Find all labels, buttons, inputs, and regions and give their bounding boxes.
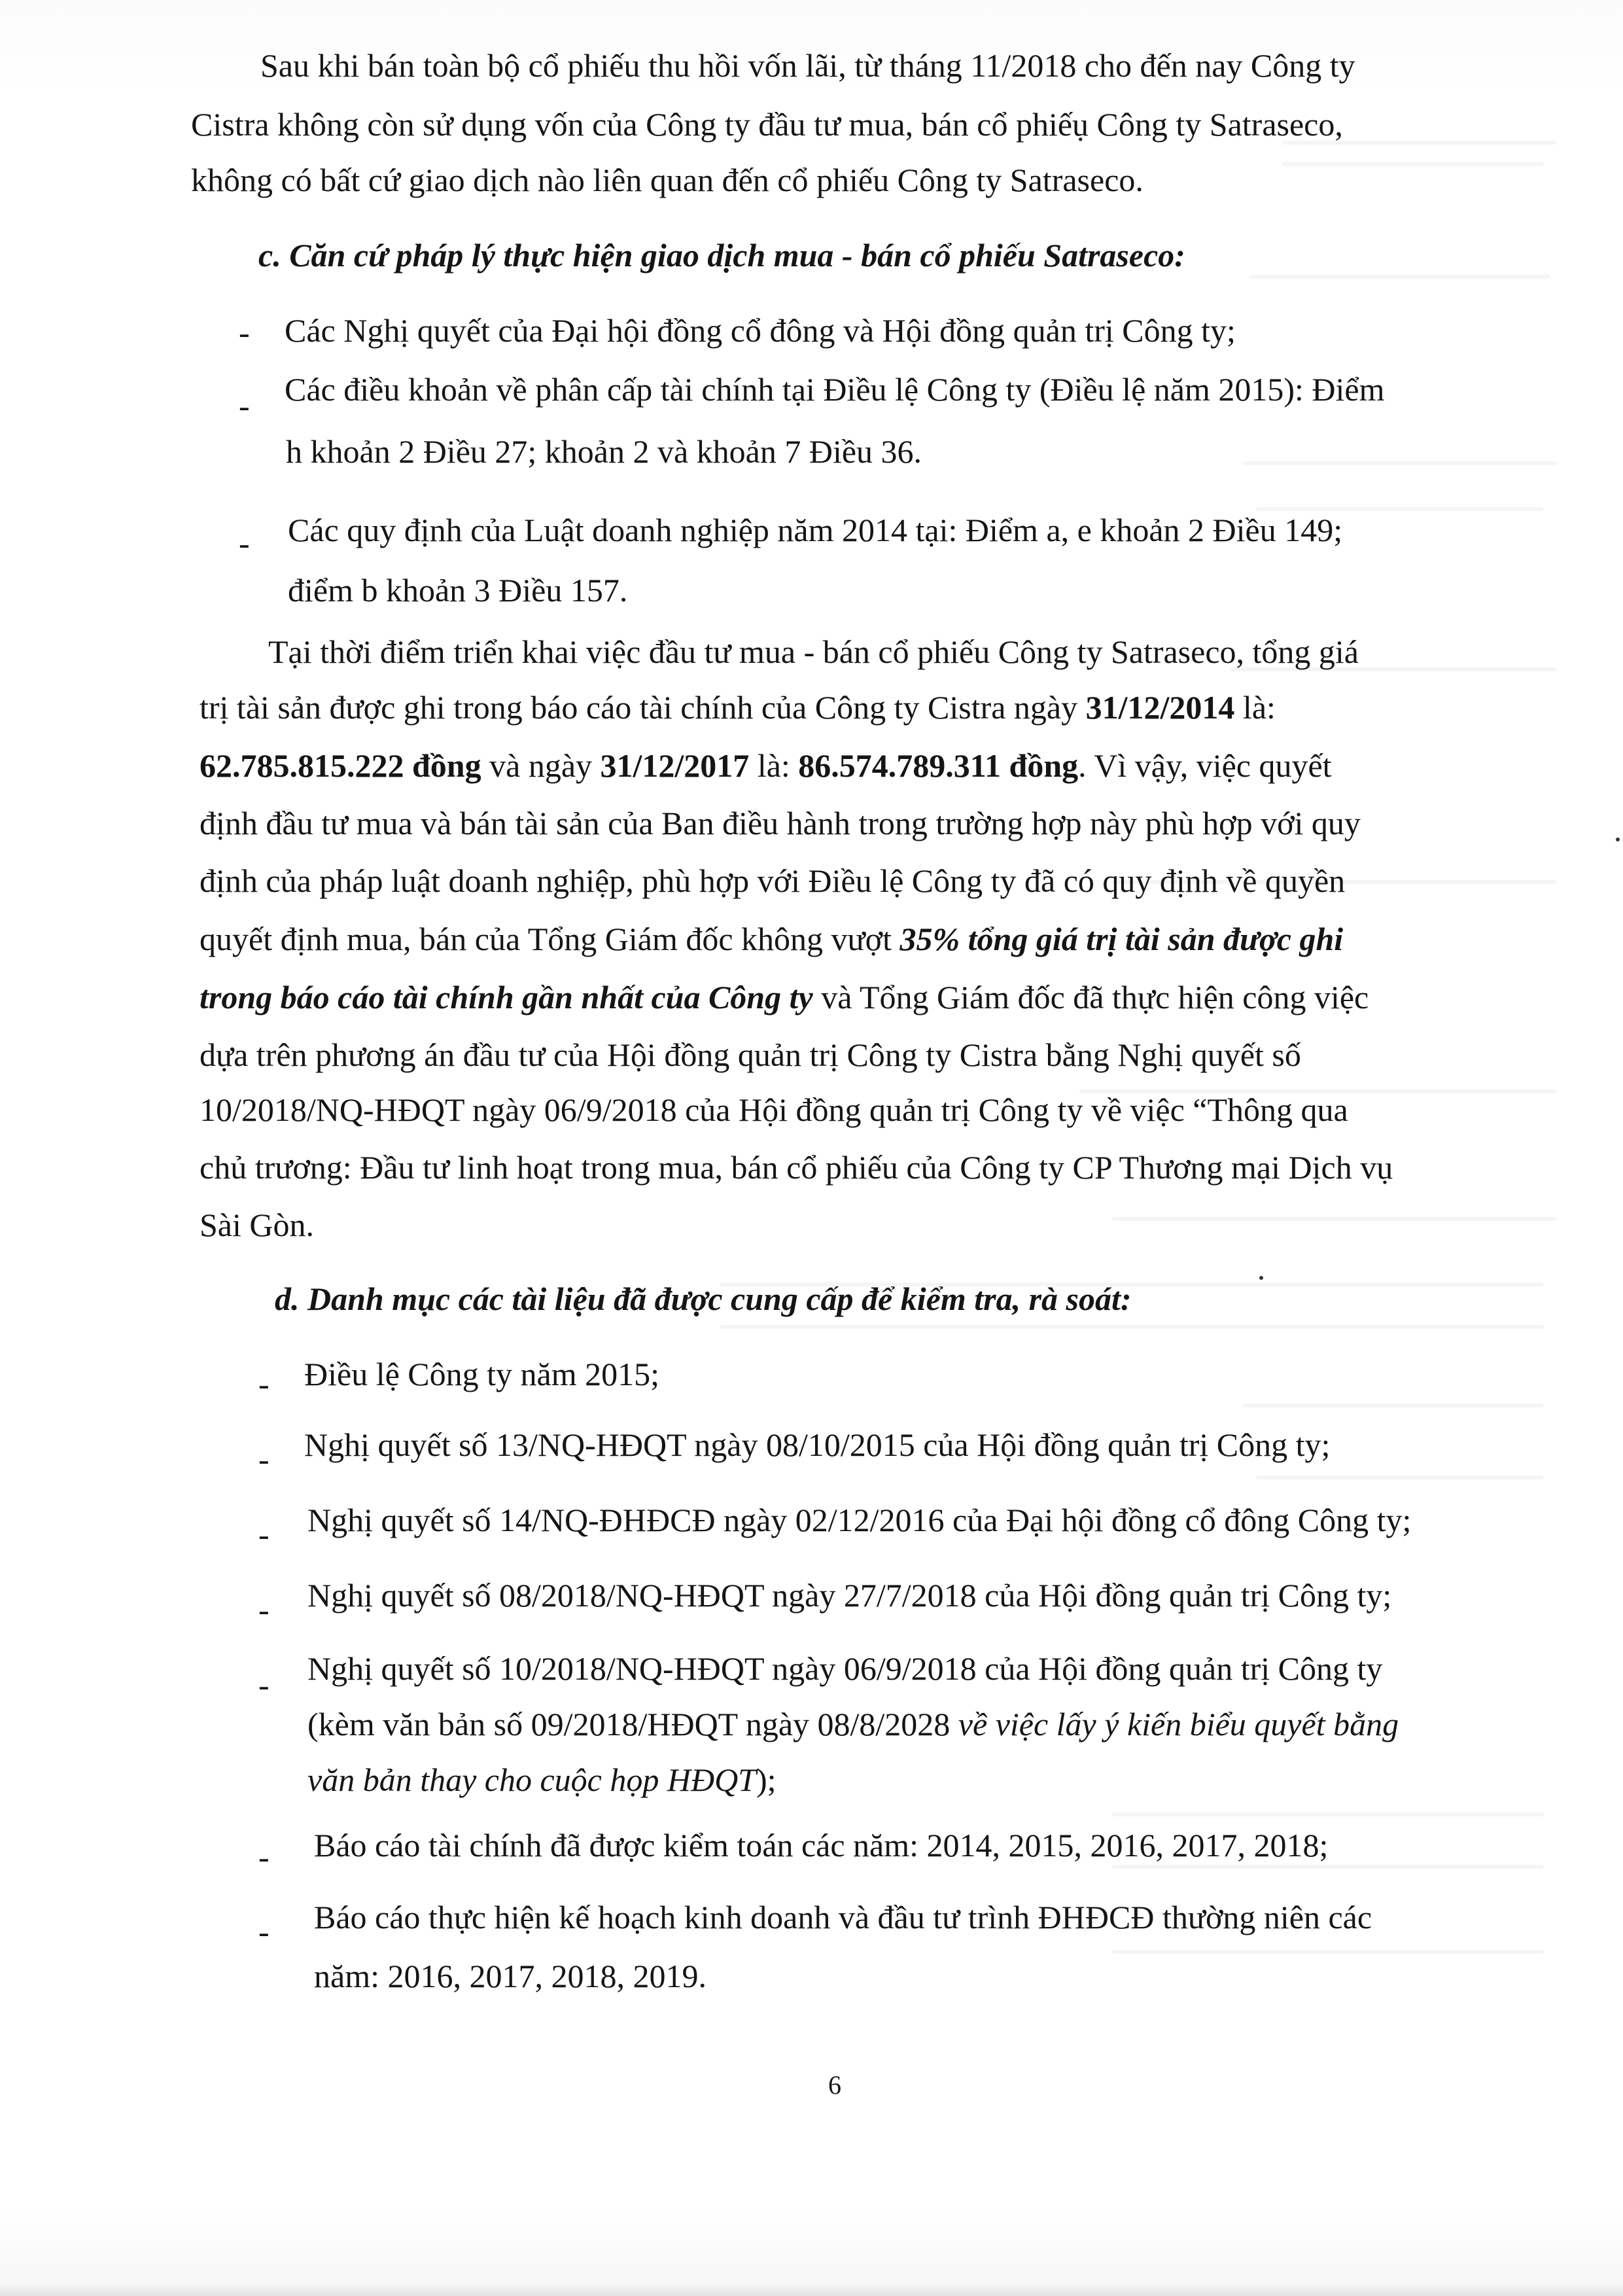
bleed-through-line bbox=[1112, 1865, 1544, 1869]
assets-line-4: định đầu tư mua và bán tài sản của Ban điều hành trong trường hợp này phù hợp với quy bbox=[200, 805, 1361, 841]
section-d-item-2: Nghị quyết số 13/NQ-HĐQT ngày 08/10/2015 của Hội đồng quản trị Công ty; bbox=[304, 1426, 1331, 1463]
assets-line-3 bbox=[200, 746, 1332, 785]
scan-speck bbox=[1259, 1276, 1263, 1280]
bleed-through-line bbox=[1112, 1812, 1544, 1816]
bullet-dash: - bbox=[258, 1839, 270, 1875]
bleed-through-line bbox=[1243, 461, 1557, 465]
scan-speck bbox=[1616, 838, 1620, 841]
section-d-item-5-italic: về việc lấy ý kiến biểu quyết bằng bbox=[958, 1706, 1399, 1742]
bullet-dash: - bbox=[258, 1591, 270, 1628]
section-d-item-4: Nghị quyết số 08/2018/NQ-HĐQT ngày 27/7/2018 của Hội đồng quản trị Công ty; bbox=[307, 1577, 1392, 1614]
assets-amount-2017: 86.574.789.311 đồng bbox=[798, 747, 1079, 784]
assets-line-9: 10/2018/NQ-HĐQT ngày 06/9/2018 của Hội đồng quản trị Công ty về việc “Thông qua bbox=[200, 1091, 1348, 1128]
assets-line-2 bbox=[200, 688, 1276, 727]
section-d-item-1: Điều lệ Công ty năm 2015; bbox=[304, 1356, 659, 1392]
section-d-item-5-line-3 bbox=[307, 1760, 777, 1799]
assets-line-2-text: trị tài sản được ghi trong báo cáo tài chính của Công ty Cistra ngày bbox=[200, 689, 1086, 726]
assets-line-6-text: quyết định mua, bán của Tổng Giám đốc không vượt bbox=[200, 921, 900, 957]
bullet-dash: - bbox=[258, 1667, 270, 1703]
section-d-heading: d. Danh mục các tài liệu đã được cung cấp để kiểm tra, rà soát: bbox=[275, 1280, 1132, 1317]
assets-amount-2014: 62.785.815.222 đồng bbox=[200, 747, 481, 784]
bullet-dash: - bbox=[239, 387, 250, 424]
assets-threshold-emphasis-cont: trong báo cáo tài chính gần nhất của Công ty bbox=[200, 979, 813, 1016]
assets-line-6 bbox=[200, 919, 1343, 959]
assets-line-3-mid: và ngày bbox=[481, 747, 601, 784]
bleed-through-line bbox=[1112, 1217, 1557, 1221]
section-c-bullet-1: Các Nghị quyết của Đại hội đồng cổ đông và Hội đồng quản trị Công ty; bbox=[285, 312, 1236, 349]
assets-date-2014: 31/12/2014 bbox=[1085, 689, 1235, 726]
assets-line-3-mid2: là: bbox=[749, 747, 799, 784]
bullet-dash: - bbox=[239, 314, 250, 351]
assets-line-11: Sài Gòn. bbox=[200, 1207, 314, 1243]
assets-line-2-end: là: bbox=[1234, 689, 1276, 726]
section-c-bullet-2-line-2: h khoản 2 Điều 27; khoản 2 và khoản 7 Điều 36. bbox=[286, 433, 922, 470]
section-d-item-6: Báo cáo tài chính đã được kiểm toán các năm: 2014, 2015, 2016, 2017, 2018; bbox=[314, 1827, 1329, 1863]
bullet-dash: - bbox=[258, 1516, 270, 1553]
section-c-bullet-2-line-1: Các điều khoản về phân cấp tài chính tại Điều lệ Công ty (Điều lệ năm 2015): Điểm bbox=[285, 371, 1385, 408]
intro-line-3: không có bất cứ giao dịch nào liên quan đến cổ phiếu Công ty Satraseco. bbox=[191, 162, 1143, 198]
bleed-through-line bbox=[1249, 275, 1550, 279]
section-d-item-7-line-1: Báo cáo thực hiện kế hoạch kinh doanh và đầu tư trình ĐHĐCĐ thường niên các bbox=[314, 1899, 1372, 1935]
intro-line-1: Sau khi bán toàn bộ cổ phiếu thu hồi vốn lãi, từ tháng 11/2018 cho đến nay Công ty bbox=[260, 47, 1355, 84]
section-d-item-5-line-3-end: ); bbox=[756, 1761, 777, 1798]
assets-threshold-emphasis: 35% tổng giá trị tài sản được ghi bbox=[899, 921, 1344, 957]
bleed-through-line bbox=[1282, 162, 1544, 166]
section-d-item-3: Nghị quyết số 14/NQ-ĐHĐCĐ ngày 02/12/2016 của Đại hội đồng cổ đông Công ty; bbox=[307, 1502, 1412, 1538]
assets-line-7-end: và Tổng Giám đốc đã thực hiện công việc bbox=[812, 979, 1369, 1016]
page-number: 6 bbox=[828, 2070, 841, 2100]
bullet-dash: - bbox=[258, 1366, 270, 1402]
bullet-dash: - bbox=[258, 1441, 270, 1477]
assets-line-3-end: . Vì vậy, việc quyết bbox=[1078, 747, 1332, 784]
assets-line-7 bbox=[200, 978, 1369, 1017]
bullet-dash: - bbox=[239, 525, 250, 561]
section-d-item-5-line-2-text: (kèm văn bản số 09/2018/HĐQT ngày 08/8/2028 bbox=[307, 1706, 958, 1742]
scan-bottom-edge bbox=[0, 2284, 1623, 2296]
bleed-through-line bbox=[1256, 1475, 1544, 1479]
assets-line-10: chủ trương: Đầu tư linh hoạt trong mua, bán cổ phiếu của Công ty CP Thương mại Dịch vụ bbox=[200, 1149, 1393, 1186]
section-d-item-7-line-2: năm: 2016, 2017, 2018, 2019. bbox=[314, 1958, 707, 1994]
bleed-through-line bbox=[1112, 1950, 1544, 1954]
assets-line-8: dựa trên phương án đầu tư của Hội đồng quản trị Công ty Cistra bằng Nghị quyết số bbox=[200, 1036, 1301, 1073]
bleed-through-line bbox=[720, 1325, 1544, 1329]
intro-line-2: Cistra không còn sử dụng vốn của Công ty đầu tư mua, bán cổ phiếụ Công ty Satraseco, bbox=[191, 106, 1343, 143]
assets-date-2017: 31/12/2017 bbox=[600, 747, 750, 784]
section-d-item-5-italic-cont: văn bản thay cho cuộc họp HĐQT bbox=[307, 1761, 756, 1798]
section-d-item-5-line-1: Nghị quyết số 10/2018/NQ-HĐQT ngày 06/9/2018 của Hội đồng quản trị Công ty bbox=[307, 1650, 1383, 1687]
bleed-through-line bbox=[1243, 1404, 1544, 1407]
bullet-dash: - bbox=[258, 1913, 270, 1950]
assets-line-1: Tại thời điểm triển khai việc đầu tư mua - bán cổ phiếu Công ty Satraseco, tổng giá bbox=[268, 633, 1359, 670]
section-c-bullet-3-line-2: điểm b khoản 3 Điều 157. bbox=[288, 572, 628, 609]
section-c-heading: c. Căn cứ pháp lý thực hiện giao dịch mua - bán cổ phiếu Satraseco: bbox=[258, 237, 1185, 274]
section-c-bullet-3-line-1: Các quy định của Luật doanh nghiệp năm 2014 tại: Điểm a, e khoản 2 Điều 149; bbox=[288, 512, 1343, 548]
section-d-item-5-line-2 bbox=[307, 1704, 1399, 1744]
assets-line-5: định của pháp luật doanh nghiệp, phù hợp với Điều lệ Công ty đã có quy định về quyền bbox=[200, 862, 1346, 899]
